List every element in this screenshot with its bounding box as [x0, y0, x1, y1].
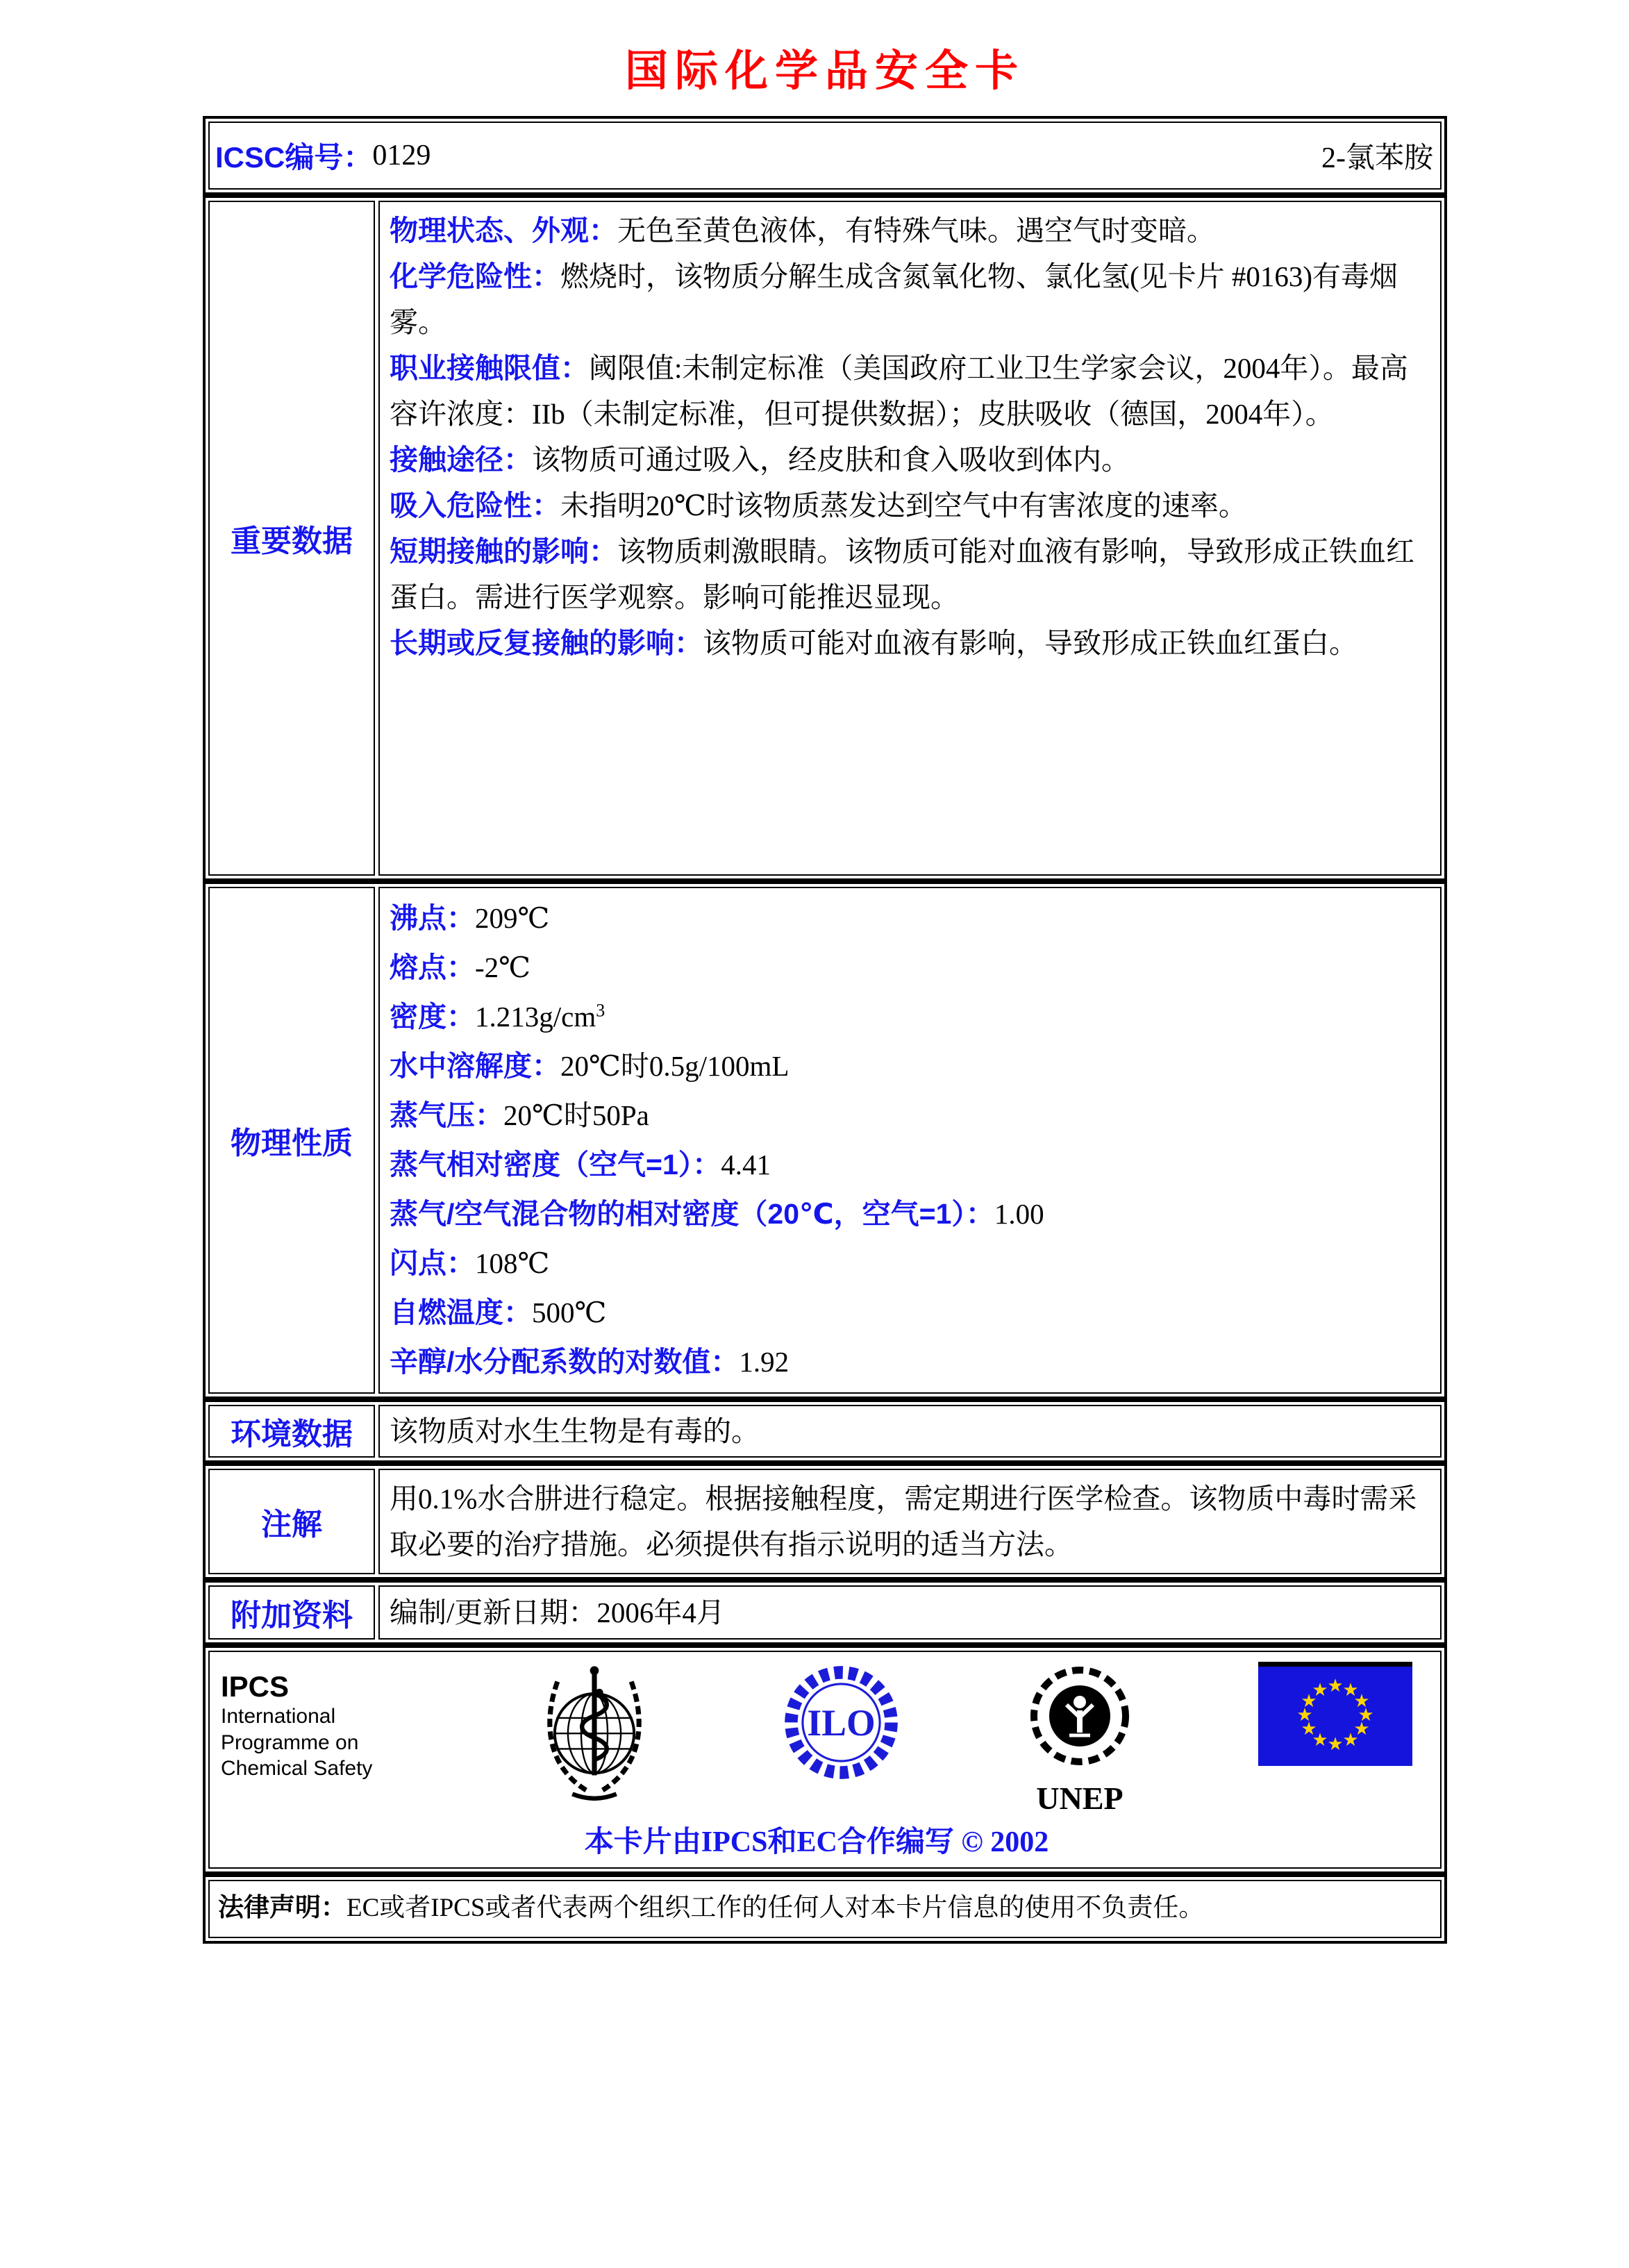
important-item-physical-state: 物理状态、外观：无色至黄色液体，有特殊气味。遇空气时变暗。: [390, 215, 1215, 247]
section-header: [203, 116, 1447, 195]
header-row: [208, 122, 1442, 190]
ipcs-line-1: International: [221, 1705, 336, 1728]
logos-content: [208, 1651, 1442, 1869]
important-data-title: 重要数据: [208, 201, 375, 876]
svg-text:★: ★: [1342, 1680, 1359, 1701]
legal-text: EC或者IPCS或者代表两个组织工作的任何人对本卡片信息的使用不负责任。: [346, 1894, 1205, 1922]
ilo-icon: [780, 1662, 902, 1783]
svg-text:★: ★: [1312, 1680, 1328, 1701]
section-important-data: [203, 195, 1447, 881]
important-item-chemical-danger: 化学危险性：燃烧时，该物质分解生成含氮氧化物、氯化氢(见卡片 #0163)有毒烟雾。: [390, 260, 1398, 338]
section-environmental-data: [203, 1399, 1447, 1463]
svg-text:★: ★: [1358, 1705, 1374, 1726]
property-octanol-water-partition: 辛醇/水分配系数的对数值：1.92: [390, 1346, 790, 1378]
important-item-occupational-limits: 职业接触限值：阈限值:未制定标准（美国政府工业卫生学家会议，2004年）。最高容许浓度：IIb（未制定标准，但可提供数据）；皮肤吸收（德国，2004年）。: [390, 352, 1408, 430]
svg-text:★: ★: [1327, 1676, 1344, 1696]
svg-text:★: ★: [1327, 1734, 1344, 1755]
physical-properties-title: 物理性质: [208, 887, 375, 1394]
section-notes: [203, 1463, 1447, 1580]
physical-properties-content: [378, 887, 1442, 1394]
notes-content: 用0.1%水合肼进行稳定。根据接触程度，需定期进行医学检查。该物质中毒时需采取必要的治疗措施。必须提供有指示说明的适当方法。: [378, 1469, 1442, 1574]
environmental-data-content: 该物质对水生生物是有毒的。: [378, 1405, 1442, 1458]
icsc-number-label: ICSC编号：: [215, 141, 373, 174]
section-additional-information: [203, 1580, 1447, 1645]
svg-text:★: ★: [1296, 1705, 1313, 1726]
ipcs-acronym: IPCS: [221, 1670, 290, 1703]
property-flash-point: 闪点：108℃: [390, 1247, 550, 1279]
legal-notice: [208, 1880, 1442, 1938]
property-water-solubility: 水中溶解度：20℃时0.5g/100mL: [390, 1050, 790, 1082]
important-item-exposure-routes: 接触途径：该物质可通过吸入，经皮肤和食入吸收到体内。: [390, 444, 1130, 476]
unep-icon: [1021, 1662, 1139, 1816]
cooperation-caption: [221, 1819, 1412, 1860]
copyright-text: © 2002: [961, 1826, 1049, 1858]
environmental-data-title: 环境数据: [208, 1405, 375, 1458]
svg-text:★: ★: [1342, 1730, 1359, 1751]
property-vapor-relative-density: 蒸气相对密度（空气=1）：4.41: [390, 1149, 771, 1181]
important-item-inhalation-risk: 吸入危险性：未指明20℃时该物质蒸发达到空气中有害浓度的速率。: [390, 490, 1247, 522]
section-legal: [203, 1874, 1447, 1944]
important-data-content: [378, 201, 1442, 876]
svg-text:★: ★: [1301, 1691, 1317, 1712]
icsc-number-value: 0129: [372, 140, 431, 172]
property-vapor-pressure: 蒸气压：20℃时50Pa: [390, 1099, 649, 1131]
icsc-card: [203, 116, 1447, 1944]
ipcs-line-3: Chemical Safety: [221, 1757, 373, 1781]
svg-text:UNEP: UNEP: [1036, 1781, 1123, 1816]
important-item-long-term-effects: 长期或反复接触的影响：该物质可能对血液有影响，导致形成正铁血红蛋白。: [390, 627, 1358, 659]
property-autoignition-temperature: 自燃温度：500℃: [390, 1296, 607, 1328]
additional-information-content: 编制/更新日期：2006年4月: [378, 1585, 1442, 1640]
additional-information-title: 附加资料: [208, 1585, 375, 1640]
legal-label: 法律声明：: [218, 1893, 346, 1921]
ipcs-wordmark: [221, 1662, 408, 1782]
property-boiling-point: 沸点：209℃: [390, 902, 550, 934]
property-density: 密度：$1.213g/cm^3$: [390, 1000, 605, 1033]
caption-text: 本卡片由IPCS和EC合作编写: [584, 1826, 954, 1858]
property-vapor-air-mixture-density: 蒸气/空气混合物的相对密度（20℃，空气=1）：1.00: [390, 1198, 1044, 1230]
section-physical-properties: [203, 881, 1447, 1399]
svg-text:★: ★: [1312, 1730, 1328, 1751]
svg-text:★: ★: [1353, 1691, 1370, 1712]
svg-text:★: ★: [1301, 1719, 1317, 1740]
section-logos: [203, 1645, 1447, 1874]
svg-text:★: ★: [1353, 1719, 1370, 1740]
chemical-name: 2-氯苯胺: [1321, 142, 1433, 174]
eu-flag-icon: [1258, 1662, 1412, 1766]
property-melting-point: 熔点：-2℃: [390, 951, 531, 983]
important-item-short-term-effects: 短期接触的影响：该物质刺激眼睛。该物质可能对血液有影响，导致形成正铁血红蛋白。需进行医学观察。影响可能推迟显现。: [390, 535, 1414, 613]
ipcs-line-2: Programme on: [221, 1731, 359, 1754]
notes-title: 注解: [208, 1469, 375, 1574]
who-icon: [528, 1662, 661, 1801]
page-title: 国际化学品安全卡: [624, 48, 1025, 95]
svg-text:ILO: ILO: [806, 1702, 876, 1744]
